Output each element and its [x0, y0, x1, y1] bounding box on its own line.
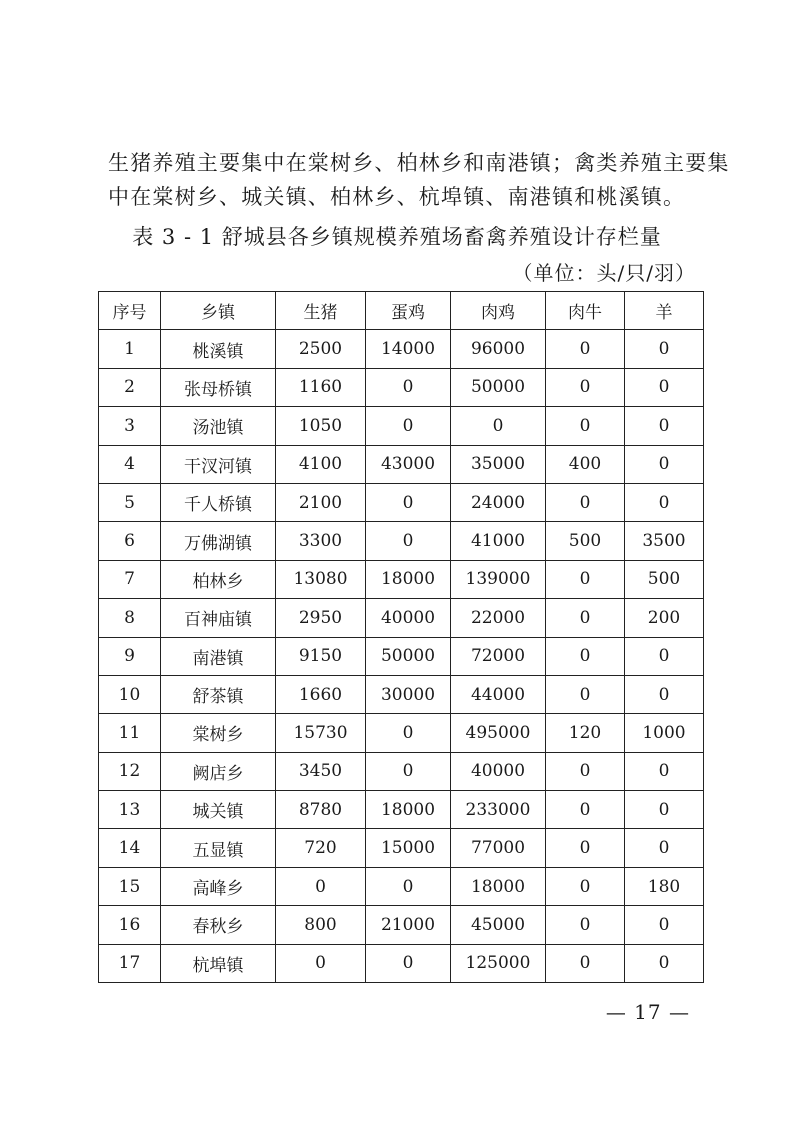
cell-index: 3: [99, 407, 161, 445]
cell-beef-cattle: 0: [546, 906, 625, 944]
cell-layer-hen: 18000: [366, 791, 451, 829]
table-row: [99, 944, 704, 982]
cell-beef-cattle: 0: [546, 330, 625, 368]
cell-town: 五显镇: [161, 829, 276, 867]
table-row: [99, 522, 704, 560]
table-row: [99, 483, 704, 521]
cell-town: 高峰乡: [161, 867, 276, 905]
table-row: [99, 637, 704, 675]
cell-pig: 9150: [276, 637, 366, 675]
cell-layer-hen: 18000: [366, 560, 451, 598]
header-sheep: 羊: [625, 292, 704, 330]
cell-index: 7: [99, 560, 161, 598]
cell-pig: 3450: [276, 752, 366, 790]
cell-pig: 720: [276, 829, 366, 867]
cell-beef-cattle: 0: [546, 368, 625, 406]
table-row: [99, 791, 704, 829]
cell-beef-cattle: 500: [546, 522, 625, 560]
cell-broiler: 125000: [451, 944, 546, 982]
cell-sheep: 0: [625, 330, 704, 368]
table-row: [99, 560, 704, 598]
cell-index: 12: [99, 752, 161, 790]
table-row: [99, 445, 704, 483]
cell-index: 10: [99, 675, 161, 713]
cell-broiler: 44000: [451, 675, 546, 713]
header-layer-hen: 蛋鸡: [366, 292, 451, 330]
cell-town: 舒茶镇: [161, 675, 276, 713]
table-row: [99, 330, 704, 368]
cell-pig: 1660: [276, 675, 366, 713]
cell-sheep: 0: [625, 637, 704, 675]
cell-index: 11: [99, 714, 161, 752]
cell-beef-cattle: 0: [546, 560, 625, 598]
table-row: [99, 599, 704, 637]
cell-town: 春秋乡: [161, 906, 276, 944]
unit-note: （单位：头/只/羽）: [512, 261, 696, 285]
table-row: [99, 867, 704, 905]
cell-pig: 2500: [276, 330, 366, 368]
table-row: [99, 368, 704, 406]
cell-town: 阙店乡: [161, 752, 276, 790]
table-row: [99, 675, 704, 713]
cell-pig: 15730: [276, 714, 366, 752]
cell-beef-cattle: 0: [546, 829, 625, 867]
table-row: [99, 407, 704, 445]
cell-index: 8: [99, 599, 161, 637]
table-row: [99, 906, 704, 944]
cell-layer-hen: 0: [366, 483, 451, 521]
cell-pig: 0: [276, 867, 366, 905]
cell-sheep: 0: [625, 752, 704, 790]
cell-town: 千人桥镇: [161, 483, 276, 521]
cell-pig: 0: [276, 944, 366, 982]
cell-sheep: 0: [625, 675, 704, 713]
cell-broiler: 40000: [451, 752, 546, 790]
cell-broiler: 22000: [451, 599, 546, 637]
cell-layer-hen: 43000: [366, 445, 451, 483]
cell-town: 杭埠镇: [161, 944, 276, 982]
cell-layer-hen: 0: [366, 752, 451, 790]
cell-index: 2: [99, 368, 161, 406]
cell-beef-cattle: 0: [546, 944, 625, 982]
cell-pig: 1050: [276, 407, 366, 445]
cell-beef-cattle: 0: [546, 599, 625, 637]
cell-layer-hen: 30000: [366, 675, 451, 713]
header-broiler: 肉鸡: [451, 292, 546, 330]
table-body: [99, 330, 704, 983]
header-beef-cattle: 肉牛: [546, 292, 625, 330]
cell-broiler: 35000: [451, 445, 546, 483]
cell-sheep: 180: [625, 867, 704, 905]
cell-sheep: 3500: [625, 522, 704, 560]
cell-town: 张母桥镇: [161, 368, 276, 406]
cell-sheep: 0: [625, 906, 704, 944]
cell-sheep: 0: [625, 407, 704, 445]
cell-pig: 13080: [276, 560, 366, 598]
cell-layer-hen: 40000: [366, 599, 451, 637]
cell-broiler: 50000: [451, 368, 546, 406]
cell-sheep: 0: [625, 368, 704, 406]
cell-index: 16: [99, 906, 161, 944]
cell-town: 柏林乡: [161, 560, 276, 598]
cell-sheep: 0: [625, 483, 704, 521]
header-pig: 生猪: [276, 292, 366, 330]
cell-index: 17: [99, 944, 161, 982]
cell-sheep: 0: [625, 829, 704, 867]
cell-beef-cattle: 400: [546, 445, 625, 483]
cell-beef-cattle: 0: [546, 483, 625, 521]
paragraph-line-1: 生猪养殖主要集中在棠树乡、柏林乡和南港镇；禽类养殖主要集: [108, 151, 730, 175]
cell-broiler: 18000: [451, 867, 546, 905]
cell-sheep: 0: [625, 791, 704, 829]
cell-broiler: 495000: [451, 714, 546, 752]
cell-layer-hen: 0: [366, 407, 451, 445]
cell-broiler: 77000: [451, 829, 546, 867]
paragraph-line-2: 中在棠树乡、城关镇、柏林乡、杭埠镇、南港镇和桃溪镇。: [108, 185, 686, 209]
cell-broiler: 0: [451, 407, 546, 445]
cell-beef-cattle: 0: [546, 675, 625, 713]
table-header-row: [99, 292, 704, 330]
cell-index: 14: [99, 829, 161, 867]
cell-broiler: 139000: [451, 560, 546, 598]
header-town: 乡镇: [161, 292, 276, 330]
cell-layer-hen: 0: [366, 944, 451, 982]
cell-town: 汤池镇: [161, 407, 276, 445]
cell-layer-hen: 0: [366, 867, 451, 905]
cell-broiler: 233000: [451, 791, 546, 829]
cell-town: 桃溪镇: [161, 330, 276, 368]
cell-pig: 2950: [276, 599, 366, 637]
table-row: [99, 714, 704, 752]
cell-sheep: 1000: [625, 714, 704, 752]
cell-beef-cattle: 0: [546, 867, 625, 905]
cell-layer-hen: 0: [366, 522, 451, 560]
cell-pig: 3300: [276, 522, 366, 560]
cell-town: 万佛湖镇: [161, 522, 276, 560]
cell-pig: 8780: [276, 791, 366, 829]
cell-pig: 800: [276, 906, 366, 944]
cell-index: 9: [99, 637, 161, 675]
cell-town: 干汊河镇: [161, 445, 276, 483]
table-caption: 表 3 - 1 舒城县各乡镇规模养殖场畜禽养殖设计存栏量: [132, 225, 662, 249]
cell-index: 13: [99, 791, 161, 829]
header-index: 序号: [99, 292, 161, 330]
cell-index: 1: [99, 330, 161, 368]
cell-index: 5: [99, 483, 161, 521]
cell-index: 4: [99, 445, 161, 483]
cell-layer-hen: 0: [366, 368, 451, 406]
page-number: — 17 —: [605, 1000, 690, 1024]
cell-beef-cattle: 0: [546, 637, 625, 675]
cell-broiler: 45000: [451, 906, 546, 944]
cell-beef-cattle: 0: [546, 752, 625, 790]
cell-town: 南港镇: [161, 637, 276, 675]
cell-beef-cattle: 0: [546, 407, 625, 445]
cell-town: 城关镇: [161, 791, 276, 829]
cell-town: 棠树乡: [161, 714, 276, 752]
cell-index: 15: [99, 867, 161, 905]
cell-broiler: 72000: [451, 637, 546, 675]
cell-pig: 2100: [276, 483, 366, 521]
cell-broiler: 41000: [451, 522, 546, 560]
cell-beef-cattle: 120: [546, 714, 625, 752]
cell-town: 百神庙镇: [161, 599, 276, 637]
cell-layer-hen: 15000: [366, 829, 451, 867]
cell-sheep: 0: [625, 944, 704, 982]
cell-index: 6: [99, 522, 161, 560]
cell-broiler: 96000: [451, 330, 546, 368]
table-row: [99, 752, 704, 790]
cell-sheep: 200: [625, 599, 704, 637]
cell-layer-hen: 14000: [366, 330, 451, 368]
cell-sheep: 500: [625, 560, 704, 598]
cell-broiler: 24000: [451, 483, 546, 521]
cell-pig: 1160: [276, 368, 366, 406]
cell-layer-hen: 50000: [366, 637, 451, 675]
cell-beef-cattle: 0: [546, 791, 625, 829]
cell-pig: 4100: [276, 445, 366, 483]
cell-layer-hen: 0: [366, 714, 451, 752]
cell-layer-hen: 21000: [366, 906, 451, 944]
cell-sheep: 0: [625, 445, 704, 483]
table-row: [99, 829, 704, 867]
livestock-table: [98, 291, 704, 983]
